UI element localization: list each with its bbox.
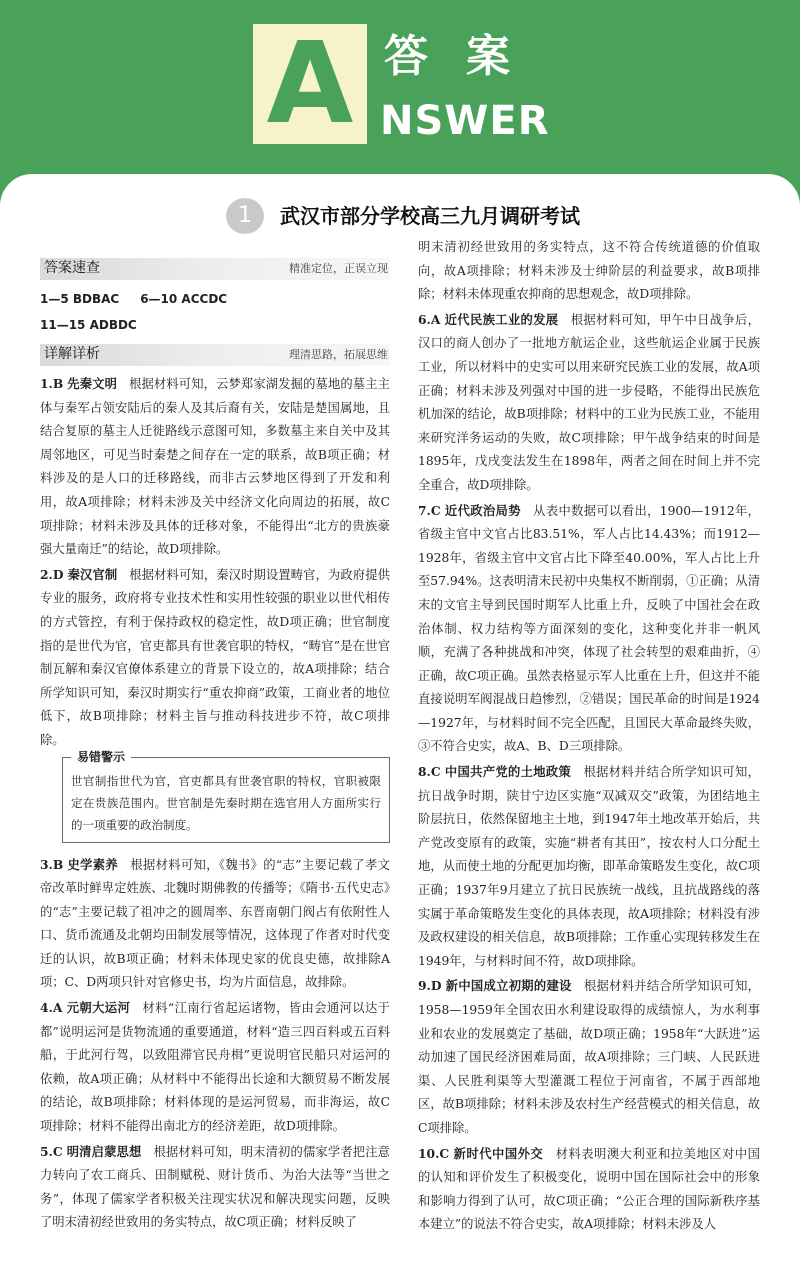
answer-item	[40, 853, 390, 996]
question-number: 4.A	[40, 1000, 63, 1016]
quick-answers-row	[40, 286, 390, 312]
detail-tip: 理清思路，拓展思维	[289, 348, 388, 362]
answer-explanation: 材料表明澳大利亚和拉美地区对中国的认知和评价发生了积极变化，说明中国在国际社会中的形象和影响力得到了认可，故C项正确；“公正合理的国际新秩序基本建立”的说法不符合史实，故A项排除；材料未涉及人	[418, 1146, 760, 1232]
answer-item	[418, 760, 760, 973]
answer-continuation: 明末清初经世致用的务实特点，这不符合传统道德的价值取向，故A项排除；材料未涉及士绅阶层的利益要求，故B项排除；材料未体现重农抑商的思想观念，故D项排除。	[418, 240, 760, 302]
question-keyword: 近代政治局势	[444, 503, 521, 518]
answer-explanation: 根据材料可知，秦汉时期设置畴官，为政府提供专业的服务，政府将专业技术性和实用性较强的职业以世代相传的方式管控，有利于保持政权的稳定性，故D项正确；世官制度指的是世代为官，官吏都具有世袭官职的特权，“畴官”是在世官制瓦解和秦汉官僚体系建立的背景下设立的，故A项排除；结合所学知识可知，秦汉时期实行“重农抑商”政策，工商业者的地位低下，故B项排除；材料主旨与推动科技进步不符，故C项排除。	[40, 567, 390, 747]
answer-letter-logo: A	[253, 24, 367, 144]
question-keyword: 先秦文明	[67, 377, 118, 391]
quick-answer: 1—5 BDBAC	[40, 292, 120, 306]
question-number: 1.B	[40, 376, 64, 391]
question-number: 7.C	[418, 502, 441, 518]
answer-card	[0, 174, 800, 1278]
answer-banner	[0, 0, 800, 180]
question-keyword: 史学素养	[67, 857, 119, 872]
answer-item	[418, 308, 760, 498]
detail-bar	[40, 344, 390, 366]
question-number: 2.D	[40, 566, 64, 582]
paper-title: 武汉市部分学校高三九月调研考试	[280, 204, 580, 228]
question-keyword: 明清启蒙思想	[66, 1144, 142, 1159]
question-number: 9.D	[418, 978, 442, 994]
answer-item	[40, 996, 390, 1139]
question-number: 10.C	[418, 1145, 450, 1161]
quick-answers-row	[40, 312, 390, 338]
question-keyword: 新时代中国外交	[453, 1146, 544, 1161]
question-keyword: 元朝大运河	[66, 1001, 131, 1016]
answer-explanation: 根据材料可知，明末清初的儒家学者把注意力转向了农工商兵、田制赋税、财计货币、为治大法等“当世之务”，体现了儒家学者积极关注现实状况和解决现实问题，反映了明末清初经世致用的务实特点，故C项正确；材料反映了	[40, 1144, 390, 1230]
question-number: 6.A	[418, 311, 441, 327]
quick-answer: 6—10 ACCDC	[140, 292, 228, 306]
question-keyword: 新中国成立初期的建设	[445, 979, 572, 994]
quick-answers-title: 答案速查	[44, 260, 100, 277]
answer-item	[418, 974, 760, 1140]
question-keyword: 秦汉官制	[67, 567, 118, 582]
warning-title: 易错警示	[71, 748, 131, 766]
answer-item	[40, 1140, 390, 1235]
answer-item	[40, 372, 390, 562]
quick-answer: 11—15 ADBDC	[40, 318, 137, 332]
right-column	[418, 236, 760, 1238]
answer-item	[40, 563, 390, 753]
paper-header	[0, 196, 800, 236]
answer-explanation: 根据材料可知，云梦郑家湖发掘的墓地的墓主主体与秦军占领安陆后的秦人及其后裔有关，安陆是楚国属地，且结合复原的墓主人迁徙路线示意图可知，多数墓主来自关中及其周邻地区，可见当时秦楚之间存在一定的联系，故B项正确；材料涉及的是人口的迁移路线，而非古云梦地区得到了开发和利用，故A项排除；材料未涉及关中经济文化向周边的拓展，故C项排除；材料未涉及具体的迁移对象，不能得出“北方的贵族豪强大量南迁”的结论，故D项排除。	[40, 377, 390, 557]
answer-en-title: NSWER	[380, 98, 550, 144]
question-keyword: 中国共产党的土地政策	[444, 765, 572, 780]
question-number: 5.C	[40, 1143, 63, 1159]
answer-explanation: 根据材料并结合所学知识可知，抗日战争时期，陕甘宁边区实施“双减双交”政策，为团结地主阶层抗日，依然保留地主土地，到1947年土地改革开始后，共产党改变原有的政策，实施“耕者有其田”，按农村人口分配土地，从而使土地的分配更加均衡，即革命策略发生变化，故C项正确；1937年9月建立了抗日民族统一战线，且抗战路线的落实属于革命策略发生变化的具体表现，故A项排除；材料没有涉及政权建设的相关信息，故B项排除；工作重心实现转移发生在1949年，与材料时间不符，故D项排除。	[418, 765, 760, 968]
detail-title: 详解详析	[44, 346, 100, 363]
left-column	[40, 252, 390, 1236]
paper-number-badge: 1	[226, 198, 264, 234]
quick-answers-tip: 精准定位，正误立现	[289, 262, 388, 276]
answer-explanation: 根据材料可知，《魏书》的“志”主要记载了孝文帝改革时鲜卑定姓族、北魏时期佛教的传播等；《隋书·五代史志》的“志”主要记载了祖冲之的圆周率、东晋南朝门阀占有依附性人口、货币流通及北朝均田制发展等情况，这体现了作者对时代变迁的认识，故B项正确；材料未体现史家的优良史德，故排除A项；C、D两项只针对官修史书，均为片面信息，故排除。	[40, 857, 390, 990]
answer-explanation: 根据材料并结合所学知识可知，1958—1959年全国农田水利建设取得的成绩惊人，为水利事业和农业的发展奠定了基础，故D项正确；1958年“大跃进”运动加速了国民经济困难局面，故A项排除；三门峡、人民跃进渠、人民胜利渠等大型灌溉工程位于河南省，不属于西部地区，故B项排除；材料未涉及农村生产经营模式的相关信息，故C项排除。	[418, 979, 760, 1135]
warning-text: 世官制指世代为官，官吏都具有世袭官职的特权，官职被限定在贵族范围内。世官制是先秦时期在选官用人方面所实行的一项重要的政治制度。	[71, 773, 381, 832]
answer-explanation: 材料“江南行省起运诸物，皆由会通河以达于都”说明运河是货物流通的重要通道，材料“造三四百料或五百料船，于此河行驾，以致阻滞官民舟楫”更说明官民船只对运河的依赖，故A项正确；从材料中不能得出长途和大额贸易不断发展的结论，故B项排除；材料体现的是运河贸易，而非海运，故C项排除；材料不能得出南北方的经济差距，故D项排除。	[40, 1001, 390, 1134]
quick-answers-bar	[40, 258, 390, 280]
quick-answers-list	[40, 286, 390, 338]
warning-box	[62, 749, 390, 843]
answer-item	[418, 499, 760, 760]
answer-cn-title: 答案	[384, 31, 548, 82]
question-number: 8.C	[418, 764, 441, 780]
question-keyword: 近代民族工业的发展	[444, 312, 559, 327]
question-number: 3.B	[40, 856, 64, 872]
answer-explanation: 根据材料可知，甲午中日战争后，汉口的商人创办了一批地方航运企业，这些航运企业属于民族工业，所以材料中的史实可以用来研究民族工业的发展，故A项正确；材料未涉及列强对中国的进一步侵略，不能得出民族危机加深的结论，故B项排除；材料中的工业为民族工业，不能用来研究洋务运动的失败，故C项排除；甲午战争结束的时间是1895年，戊戌变法发生在1898年，两者之间在时间上并不完全重合，故D项排除。	[418, 312, 760, 492]
answer-item	[418, 1142, 760, 1237]
answer-explanation: 从表中数据可以看出，1900—1912年，省级主官中文官占比83.51%，军人占比14.43%；而1912—1928年，省级主官中文官占比下降至40.00%，军人占比上升至57.94%。这表明清末民初中央集权不断削弱，①正确；从清末的文官主导到民国时期军人比重上升，反映了中国社会在政治体制、权力结构等方面深刻的变化，这种变化并非一帆风顺，充满了各种挑战和冲突，体现了社会转型的艰难曲折，④正确，故C项正确。虽然表格显示军人比重在上升，但这并不能直接说明军阀混战日趋惨烈，②错误；国民革命的时间是1924—1927年，与材料时间不完全匹配，且国民大革命最终失败，③不符合史实，故A、B、D三项排除。	[418, 503, 761, 754]
